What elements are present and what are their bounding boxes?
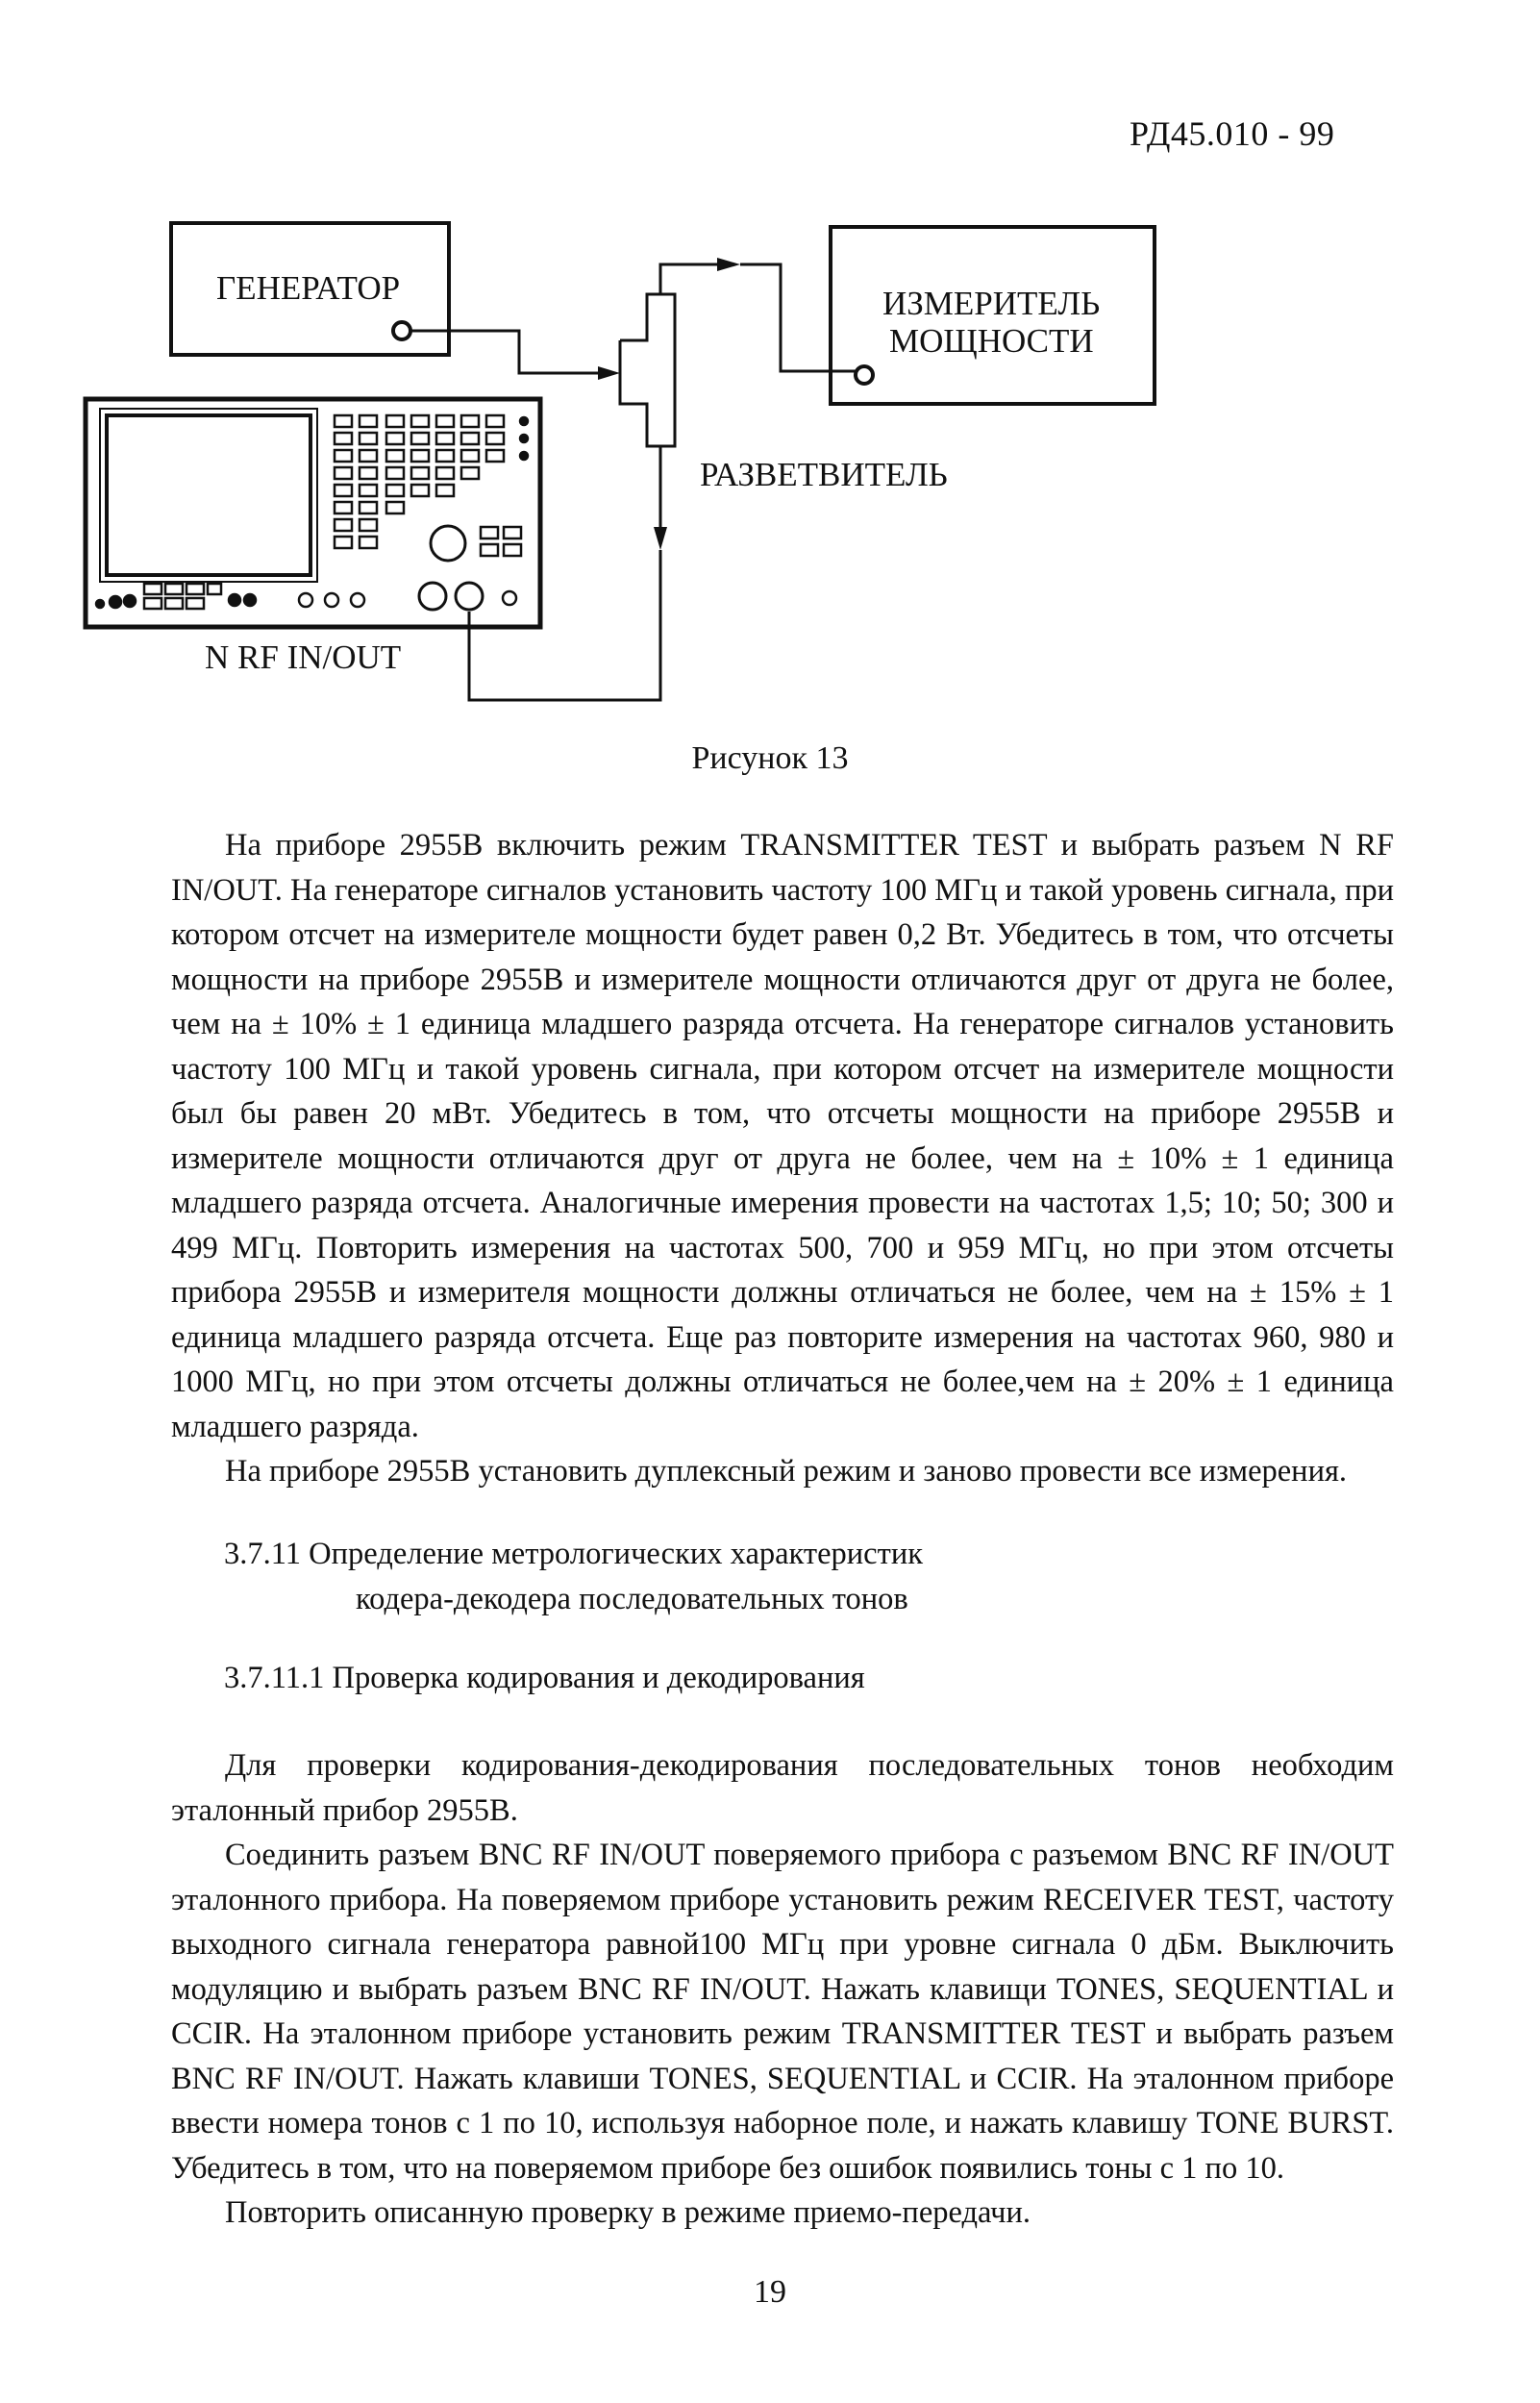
paragraph: На приборе 2955В включить режим TRANSMITTER TEST и выбрать разъем N RF IN/OUT. На генераторе сигналов установить частоту 100 МГц и такой уровень сигнала, при котором отсчет на измерителе мощности будет равен 0,2 Вт. Убедитесь в том, что отсчеты мощности на приборе 2955В и измерителе мощности отличаются друг от друга не более, чем на ± 10% ± 1 единица младшего разряда отсчета. На генераторе сигналов установить частоту 100 МГц и такой уровень сигнала, при котором отсчет на измерителе мощности был бы равен 20 мВт. Убедитесь в том, что отсчеты мощности на приборе 2955В и измерителе мощности отличаются друг от друга не более, чем на ± 10% ± 1 единица младшего разряда отсчета. Аналогичные имерения провести на частотах 1,5; 10; 50; 300 и 499 МГц. Повторить измерения на частотах 500, 700 и 959 МГц, но при этом отсчеты прибора 2955В и измерителя мощности должны отличаться не более, чем на ± 15% ± 1 единица младшего разряда отсчета. Еще раз повторите измерения на частотах 960, 980 и 1000 МГц, но при этом отсчеты должны отличаться не более,чем на ± 20% ± 1 единица младшего разряда.	[171, 828, 1394, 1444]
section-heading-line2: кодера-декодера последовательных тонов	[356, 1582, 908, 1616]
coding-check-text	[171, 1743, 1394, 2236]
subsection-heading: 3.7.11.1 Проверка кодирования и декодирования	[224, 1661, 865, 1695]
paragraph: Повторить описанную проверку в режиме приемо-передачи.	[225, 2195, 1031, 2230]
page-number: 19	[754, 2274, 786, 2310]
generator-label: ГЕНЕРАТОР	[216, 269, 401, 307]
instrument-screen	[107, 415, 310, 575]
connector-label: N RF IN/OUT	[205, 638, 402, 676]
connection-diagram	[0, 0, 1540, 731]
generator-output-connector	[393, 322, 410, 339]
section-heading-line1: 3.7.11 Определение метрологических характеристик	[224, 1537, 923, 1571]
measurement-text	[171, 823, 1394, 1494]
paragraph: Для проверки кодирования-декодирования последовательных тонов необходим эталонный прибор 2955В.	[171, 1748, 1394, 1828]
instrument-bottom-row	[96, 583, 516, 610]
document-code: РД45.010 - 99	[1130, 114, 1335, 153]
paragraph: Соединить разъем BNC RF IN/OUT поверяемого прибора с разъемом BNC RF IN/OUT эталонного прибора. На поверяемом приборе установить режим RECEIVER TEST, частоту выходного сигнала генератора равной100 МГц при уровне сигнала 0 дБм. Выключить модуляцию и выбрать разъем BNC RF IN/OUT. Нажать клавищи TONES, SEQUENTIAL и CCIR. На эталонном приборе установить режим TRANSMITTER TEST и выбрать разъем BNC RF IN/OUT. Нажать клавиши TONES, SEQUENTIAL и CCIR. На эталонном приборе ввести номера тонов с 1 по 10, используя наборное поле, и нажать клавишу TONE BURST. Убедитесь в том, что на поверяемом приборе без ошибок появились тоны с 1 по 10.	[171, 1838, 1394, 2186]
power-meter-input-connector	[856, 366, 873, 384]
splitter-label: РАЗВЕТВИТЕЛЬ	[700, 456, 948, 493]
splitter-body	[620, 294, 675, 446]
diagram-drawing	[0, 0, 1540, 731]
figure-caption: Рисунок 13	[691, 740, 849, 776]
paragraph: На приборе 2955В установить дуплексный режим и заново провести все измерения.	[225, 1454, 1348, 1489]
power-meter-label-line2: МОЩНОСТИ	[889, 322, 1094, 360]
instrument-screen-bezel	[100, 409, 317, 582]
instrument-keypad	[335, 415, 528, 561]
power-meter-label-line1: ИЗМЕРИТЕЛЬ	[882, 285, 1101, 322]
